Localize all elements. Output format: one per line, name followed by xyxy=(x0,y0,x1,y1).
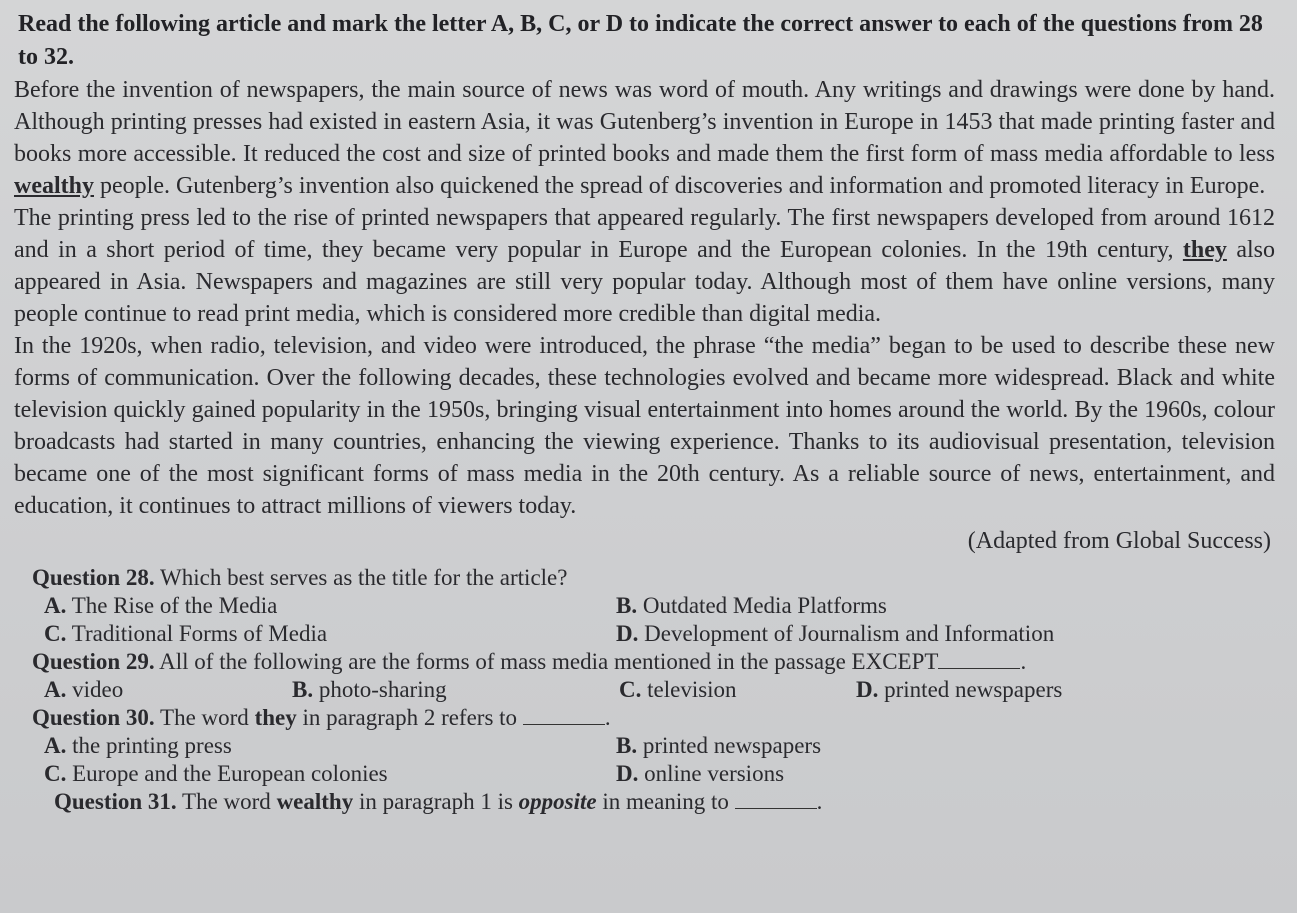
answer-blank xyxy=(735,790,817,809)
underlined-word-they: they xyxy=(1182,237,1227,263)
option-28-b[interactable]: B. Outdated Media Platforms xyxy=(616,593,887,618)
option-29-b[interactable]: B. photo-sharing xyxy=(292,677,447,702)
instruction-heading: Read the following article and mark the letter A, B, C, or D to indicate the correct answer to each of the questions from 28 to 32. xyxy=(18,11,1263,70)
option-30-d[interactable]: D. online versions xyxy=(616,761,785,786)
option-29-d[interactable]: D. printed newspapers xyxy=(856,677,1063,702)
question-31: Question 31. The word wealthy in paragraph 1 is opposite in meaning to . xyxy=(54,789,823,814)
question-29-options xyxy=(44,676,1275,704)
option-30-c[interactable]: C. Europe and the European colonies xyxy=(44,761,388,786)
option-29-c[interactable]: C. television xyxy=(619,677,737,702)
answer-blank xyxy=(523,706,605,725)
option-30-a[interactable]: A. the printing press xyxy=(44,733,232,758)
option-29-a[interactable]: A. video xyxy=(44,677,124,702)
question-30-options-row-1 xyxy=(44,732,1275,760)
paragraph-3: In the 1920s, when radio, television, and video were introduced, the phrase “the media” began to be used to describe these new forms of communication. Over the following decades, these technologies evolved and became more widespread. Black and white television quickly gained popularity in the 1950s, bringing visual entertainment into homes around the world. By the 1960s, colour broadcasts had started in many countries, enhancing the viewing experience. Thanks to its audiovisual presentation, television became one of the most significant forms of mass media in the 20th century. As a reliable source of news, entertainment, and education, it continues to attract millions of viewers today. xyxy=(14,333,1275,519)
paragraph-1: Before the invention of newspapers, the main source of news was word of mouth. Any writings and drawings were done by hand. Although printing presses had existed in eastern Asia, it was Gutenberg’s invention in Europe in 1453 that made printing faster and books more accessible. It reduced the cost and size of printed books and made them the first form of mass media affordable to less wealthy people. Gutenberg’s invention also quickened the spread of discoveries and information and promoted literacy in Europe. xyxy=(14,77,1275,199)
question-30: Question 30. The word they in paragraph 2 refers to . xyxy=(32,705,611,730)
source-citation: (Adapted from Global Success) xyxy=(967,528,1271,554)
paragraph-2: The printing press led to the rise of printed newspapers that appeared regularly. The first newspapers developed from around 1612 and in a short period of time, they became very popular in Europe and the European colonies. In the 19th century, they also appeared in Asia. Newspapers and magazines are still very popular today. Although most of them have online versions, many people continue to read print media, which is considered more credible than digital media. xyxy=(14,205,1275,327)
question-29: Question 29. All of the following are the forms of mass media mentioned in the passage EXCEPT . xyxy=(32,649,1027,674)
option-28-d[interactable]: D. Development of Journalism and Information xyxy=(616,621,1055,646)
question-28: Question 28. Which best serves as the title for the article? xyxy=(32,565,568,590)
option-30-b[interactable]: B. printed newspapers xyxy=(616,733,822,758)
question-28-options-row-1 xyxy=(44,592,1275,620)
article-passage xyxy=(14,74,1275,522)
answer-blank xyxy=(938,650,1020,669)
underlined-word-wealthy: wealthy xyxy=(14,173,94,199)
option-28-a[interactable]: A. The Rise of the Media xyxy=(44,593,278,618)
question-28-options-row-2 xyxy=(44,620,1275,648)
question-30-options-row-2 xyxy=(44,760,1275,788)
option-28-c[interactable]: C. Traditional Forms of Media xyxy=(44,621,328,646)
